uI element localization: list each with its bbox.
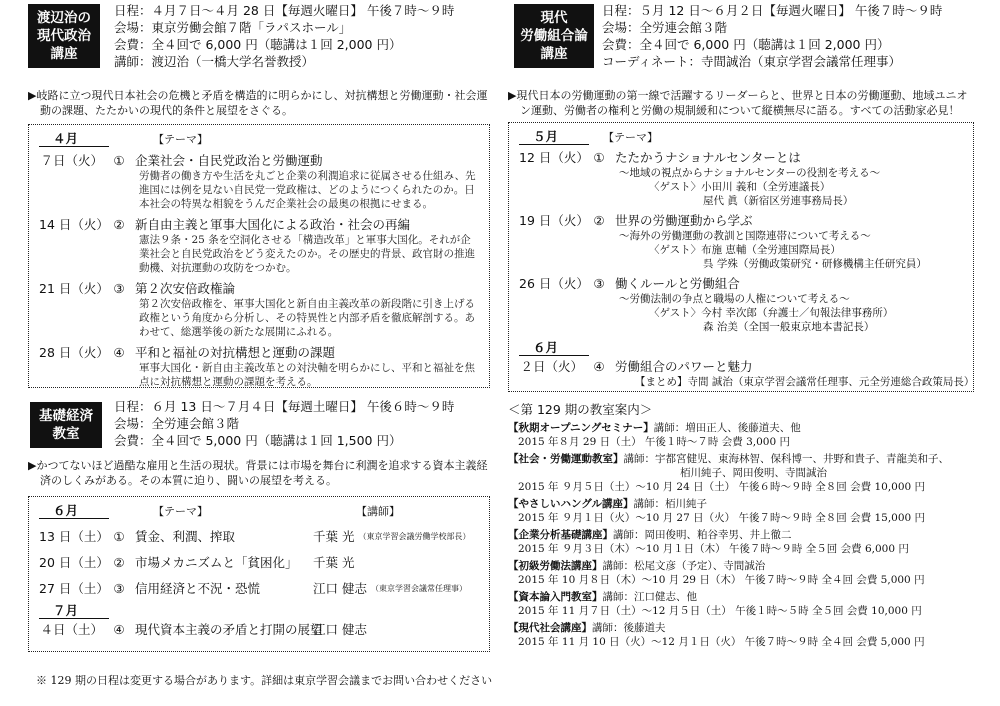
- lecture-line: [519, 212, 965, 229]
- lecture-number: ①: [593, 150, 605, 165]
- right-column: [508, 0, 974, 649]
- keizai-lecture-box: [28, 496, 490, 652]
- lecture-item: [519, 358, 975, 389]
- schedule: 日程：５月 12 日～６月２日【毎週火曜日】 午後７時～９時: [602, 3, 943, 18]
- venue: 会場：全労連会館３階: [602, 20, 728, 35]
- guide-item: [508, 590, 974, 618]
- theme-label: 【テーマ】: [153, 505, 208, 518]
- guide-item-lecturers: 講師：松尾文彦（予定）、寺間誠治: [602, 560, 766, 572]
- lecture-description: 第２次安倍政権を、軍事大国化と新自由主義改革の新段階に引き上げる政権という角度から分析し、その特異性と内部矛盾を徹底解剖する。あわせて、総選挙後の新たな展開にふれる。: [139, 298, 475, 338]
- lecture-title: 第２次安倍政権論: [135, 281, 236, 296]
- lecture-number: ①: [113, 529, 125, 544]
- lecture-title: 信用経済と不況・恐慌: [135, 581, 261, 596]
- lecturer-name: 江口 健志: [313, 622, 367, 637]
- lecture-line: [519, 149, 965, 166]
- lecture-line: [39, 580, 481, 597]
- lecture-title: 現代資本主義の矛盾と打開の展望: [135, 622, 323, 637]
- fee: 会費：全４回で 6,000 円（聴講は１回 2,000 円）: [114, 37, 402, 52]
- guide-item-row: 栢川純子、岡田俊明、寺間誠治: [680, 467, 827, 479]
- guest-line: 森 治美（全国一般東京地本書記長）: [703, 321, 875, 333]
- guide-item: [508, 621, 974, 649]
- guide-item-header: [508, 590, 974, 604]
- guide-item-row: 2015 年 11 月７日（土）～12 月５日（土） 午後１時～５時 全５回 会費 10,000 円: [518, 605, 922, 617]
- month-header: [39, 603, 481, 619]
- lecturer-affiliation: （東京学習会議常任理事）: [370, 584, 467, 593]
- keizai-description: ▶かつてないほど過酷な雇用と生活の現状。背景には市場を舞台に利潤を追求する資本主義経済のしくみがある。その本質に迫り、闘いの展望を考える。: [28, 459, 488, 487]
- lecture-item: [519, 149, 965, 208]
- guide-item: [508, 421, 974, 449]
- watanabe-course-info: [114, 2, 454, 70]
- lecture-line: [39, 621, 481, 638]
- lecture-description: 軍事大国化・新自由主義改革との対決軸を明らかにし、平和と福祉を焦点に対抗構想と運動の課題を考える。: [139, 362, 475, 388]
- guide-item-lecturers: 講師：宇都宮健児、東海林智、保科博一、井野和貴子、青龍美和子、: [623, 453, 949, 465]
- roudou-lecture-list: [519, 149, 975, 389]
- roudou-course-info: [602, 2, 942, 70]
- lecture-title: 賃金、利潤、搾取: [135, 529, 236, 544]
- lecture-number: ①: [113, 153, 125, 168]
- guide-item: [508, 452, 974, 494]
- lecturer-name: 江口 健志: [313, 581, 367, 596]
- lecturer-name: 千葉 光: [313, 529, 355, 544]
- guide-item-row: 2015 年 ９月５日（土）～10 月 24 日（土） 午後６時～９時 全８回 会費 10,000 円: [518, 481, 926, 493]
- lecture-date: 20 日（土）: [39, 555, 109, 570]
- guest-line: 【まとめ】寺間 誠治（東京学習会議常任理事、元全労連総合政策局長）: [635, 376, 975, 388]
- month-label: ６月: [39, 504, 109, 519]
- lecture-line: [39, 280, 481, 297]
- lecture-number: ②: [113, 217, 125, 232]
- lecture-date: 12 日（火）: [519, 150, 589, 165]
- guide-item-row: 2015 年 ９月３日（木）～10 月１日（木） 午後７時～９時 全５回 会費 6,000 円: [518, 543, 909, 555]
- lecture-subtitle: ～労働法制の争点と職場の人権について考える～: [619, 293, 850, 305]
- watanabe-course-header: [28, 0, 490, 74]
- lecture-date: ２日（火）: [520, 359, 583, 374]
- roudou-lecture-box: [508, 122, 974, 392]
- watanabe-lecture-list: [39, 152, 481, 389]
- lecture-number: ④: [113, 345, 125, 360]
- guide-item-lecturers: 講師：後藤道夫: [592, 622, 666, 634]
- guide-item-header: [508, 559, 974, 573]
- guide-item-name: 【やさしいハングル講座】: [508, 498, 634, 510]
- guide-item-header: [508, 452, 974, 466]
- schedule: 日程：４月７日～４月 28 日【毎週火曜日】 午後７時～９時: [114, 3, 455, 18]
- guide-item-name: 【社会・労働運動教室】: [508, 453, 624, 465]
- guide-item: [508, 528, 974, 556]
- lecture-title: 企業社会・自民党政治と労働運動: [135, 153, 323, 168]
- guide-item-name: 【企業分析基礎講座】: [508, 529, 613, 541]
- keizai-course-header: [28, 396, 490, 452]
- lecture-date: 27 日（土）: [39, 581, 109, 596]
- lecture-number: ④: [113, 622, 125, 637]
- guide-item-header: [508, 497, 974, 511]
- guide-item-header: [508, 621, 974, 635]
- lecture-subtitle: ～地域の視点からナショナルセンターの役割を考える～: [619, 167, 881, 179]
- left-column: [28, 0, 490, 652]
- lecture-item: [519, 212, 965, 271]
- roudou-course-header: [508, 0, 974, 74]
- guide-item-row: 2015 年 11 月 10 日（火）～12 月１日（火） 午後７時～９時 全４回 会費 5,000 円: [518, 636, 925, 648]
- guide-item-name: 【初級労働法講座】: [508, 560, 603, 572]
- roudou-description: ▶現代日本の労働運動の第一線で活躍するリーダーらと、世界と日本の労働運動、地域ユニオン運動、労働者の権利と労働の規制緩和について縦横無尽に語る。すべての活動家必見！: [508, 89, 968, 117]
- lecture-item: [39, 280, 481, 339]
- guest-line: 屋代 眞（新宿区労連事務局長）: [703, 195, 854, 207]
- lecture-date: ４日（土）: [40, 622, 103, 637]
- guide-item-lecturers: 講師：岡田俊明、粕谷幸男、井上徹二: [613, 529, 792, 541]
- lecture-number: ④: [593, 359, 605, 374]
- theme-label: 【テーマ】: [153, 133, 208, 146]
- lecture-title: 新自由主義と軍事大国化による政治・社会の再編: [135, 217, 411, 232]
- month-label: ７月: [39, 604, 109, 619]
- lecture-item: [39, 344, 481, 389]
- lecture-date: 28 日（火）: [39, 345, 109, 360]
- guide-title: ＜第 129 期の教室案内＞: [508, 402, 653, 417]
- lecture-date: 19 日（火）: [519, 213, 589, 228]
- month-header: [519, 129, 965, 145]
- guide-item-header: [508, 528, 974, 542]
- lecture-item: [519, 275, 965, 334]
- lecturer-affiliation: （東京学習会議労働学校部長）: [358, 532, 471, 541]
- lecture-line: [39, 216, 481, 233]
- footnote: ※ 129 期の日程は変更する場合があります。詳細は東京学習会議までお問い合わせください: [36, 674, 493, 687]
- month-header: [39, 503, 481, 519]
- lecture-line: [39, 554, 481, 571]
- guide-item-name: 【資本論入門教室】: [508, 591, 603, 603]
- lecture-line: [39, 528, 481, 545]
- keizai-lecture-list: [39, 528, 481, 638]
- guest-line: 〈ゲスト〉布施 恵輔（全労連国際局長）: [649, 244, 841, 256]
- guide-list: [508, 421, 974, 649]
- guide-item-lecturers: 講師：増田正人、後藤道夫、他: [653, 422, 801, 434]
- lecture-description: 憲法９条・25 条を空洞化させる「構造改革」と軍事大国化。それが企業社会と自民党政治をどう変えたのか。その歴史的背景、政官財の推進動機、対抗運動の攻防をつかむ。: [139, 234, 475, 274]
- guide-item-header: [508, 421, 974, 435]
- lecture-item: [39, 216, 481, 275]
- guide-item-lecturers: 講師：栢川純子: [633, 498, 707, 510]
- keizai-course-title: 基礎経済 教室: [30, 402, 102, 448]
- schedule: 日程：６月 13 日～７月４日【毎週土曜日】 午後６時～９時: [114, 399, 455, 414]
- venue: 会場：全労連会館３階: [114, 416, 240, 431]
- theme-label: 【テーマ】: [603, 131, 658, 144]
- lecture-date: 26 日（火）: [519, 276, 589, 291]
- guest-line: 〈ゲスト〉今村 幸次郎（弁護士／旬報法律事務所）: [649, 307, 894, 319]
- lecture-title: 働くルールと労働組合: [615, 276, 740, 291]
- month-label: ５月: [519, 130, 589, 145]
- lecture-item: [39, 152, 481, 211]
- roudou-course-title: 現代 労働組合論 講座: [514, 4, 594, 68]
- lecture-description: 労働者の働き方や生活を丸ごと企業の利潤追求に従属させる仕組み、先進国には例を見ない自民党一党政権は、どのようにつくられたのか。日本社会の特異な相貌をうんだ企業社会の最奥の根拠にせまる。: [139, 170, 476, 210]
- guest-line: 〈ゲスト〉小田川 義和（全労連議長）: [649, 181, 831, 193]
- coordinator: コーディネート：寺間誠治（東京学習会議常任理事）: [602, 54, 902, 69]
- fee: 会費：全４回で 6,000 円（聴講は１回 2,000 円）: [602, 37, 890, 52]
- lecture-date: 14 日（火）: [39, 217, 109, 232]
- lecture-line: [519, 275, 965, 292]
- lecturer: 講師：渡辺治（一橋大学名誉教授）: [114, 54, 315, 69]
- lecture-title: 世界の労働運動から学ぶ: [615, 213, 753, 228]
- watanabe-course-title: 渡辺治の 現代政治 講座: [28, 4, 100, 68]
- lecture-title: 市場メカニズムと「貧困化」: [135, 555, 298, 570]
- keizai-course-info: [114, 398, 454, 449]
- lecture-line: [39, 344, 481, 361]
- month-label: ６月: [519, 341, 589, 356]
- lecture-title: 労働組合のパワーと魅力: [615, 359, 753, 374]
- lecture-number: ③: [113, 581, 125, 596]
- guide-item-lecturers: 講師：江口健志、他: [602, 591, 697, 603]
- lecture-date: ７日（火）: [40, 153, 103, 168]
- guest-line: 呉 学殊（労働政策研究・研修機構主任研究員）: [703, 258, 927, 270]
- month-header: [39, 131, 481, 147]
- lecture-number: ③: [113, 281, 125, 296]
- lecture-number: ③: [593, 276, 605, 291]
- month-header: [519, 340, 965, 356]
- watanabe-description: ▶岐路に立つ現代日本社会の危機と矛盾を構造的に明らかにし、対抗構想と労働運動・社会運動の課題、たたかいの現代的条件と展望をさぐる。: [28, 89, 488, 117]
- guide-item-name: 【現代社会講座】: [508, 622, 592, 634]
- lecture-date: 13 日（土）: [39, 529, 109, 544]
- lecturer-label: 【講師】: [356, 505, 400, 518]
- fee: 会費：全４回で 5,000 円（聴講は１回 1,500 円）: [114, 433, 402, 448]
- lecture-title: たたかうナショナルセンターとは: [615, 150, 801, 165]
- lecturer-name: 千葉 光: [313, 555, 355, 570]
- lecture-line: [519, 358, 965, 375]
- lecture-line: [39, 152, 481, 169]
- venue: 会場：東京労働会館７階「ラパスホール」: [114, 20, 352, 35]
- guide-item-row: 2015 年 ９月１日（火）～10 月 27 日（火） 午後７時～９時 全８回 会費 15,000 円: [518, 512, 926, 524]
- lecture-subtitle: ～海外の労働運動の教訓と国際連帯について考える～: [619, 230, 871, 242]
- month-label: ４月: [39, 132, 109, 147]
- lecture-number: ②: [113, 555, 125, 570]
- guide-item-row: 2015 年 10 月８日（木）～10 月 29 日（木） 午後７時～９時 全４回 会費 5,000 円: [518, 574, 925, 586]
- lecture-date: 21 日（火）: [39, 281, 109, 296]
- guide-item: [508, 559, 974, 587]
- guide-item-name: 【秋期オープニングセミナー】: [508, 422, 654, 434]
- guide-item-row: 2015 年８月 29 日（土） 午後１時～７時 会費 3,000 円: [518, 436, 791, 448]
- lecture-number: ②: [593, 213, 605, 228]
- lecture-title: 平和と福祉の対抗構想と運動の課題: [135, 345, 336, 360]
- guide-item: [508, 497, 974, 525]
- watanabe-lecture-box: [28, 124, 490, 388]
